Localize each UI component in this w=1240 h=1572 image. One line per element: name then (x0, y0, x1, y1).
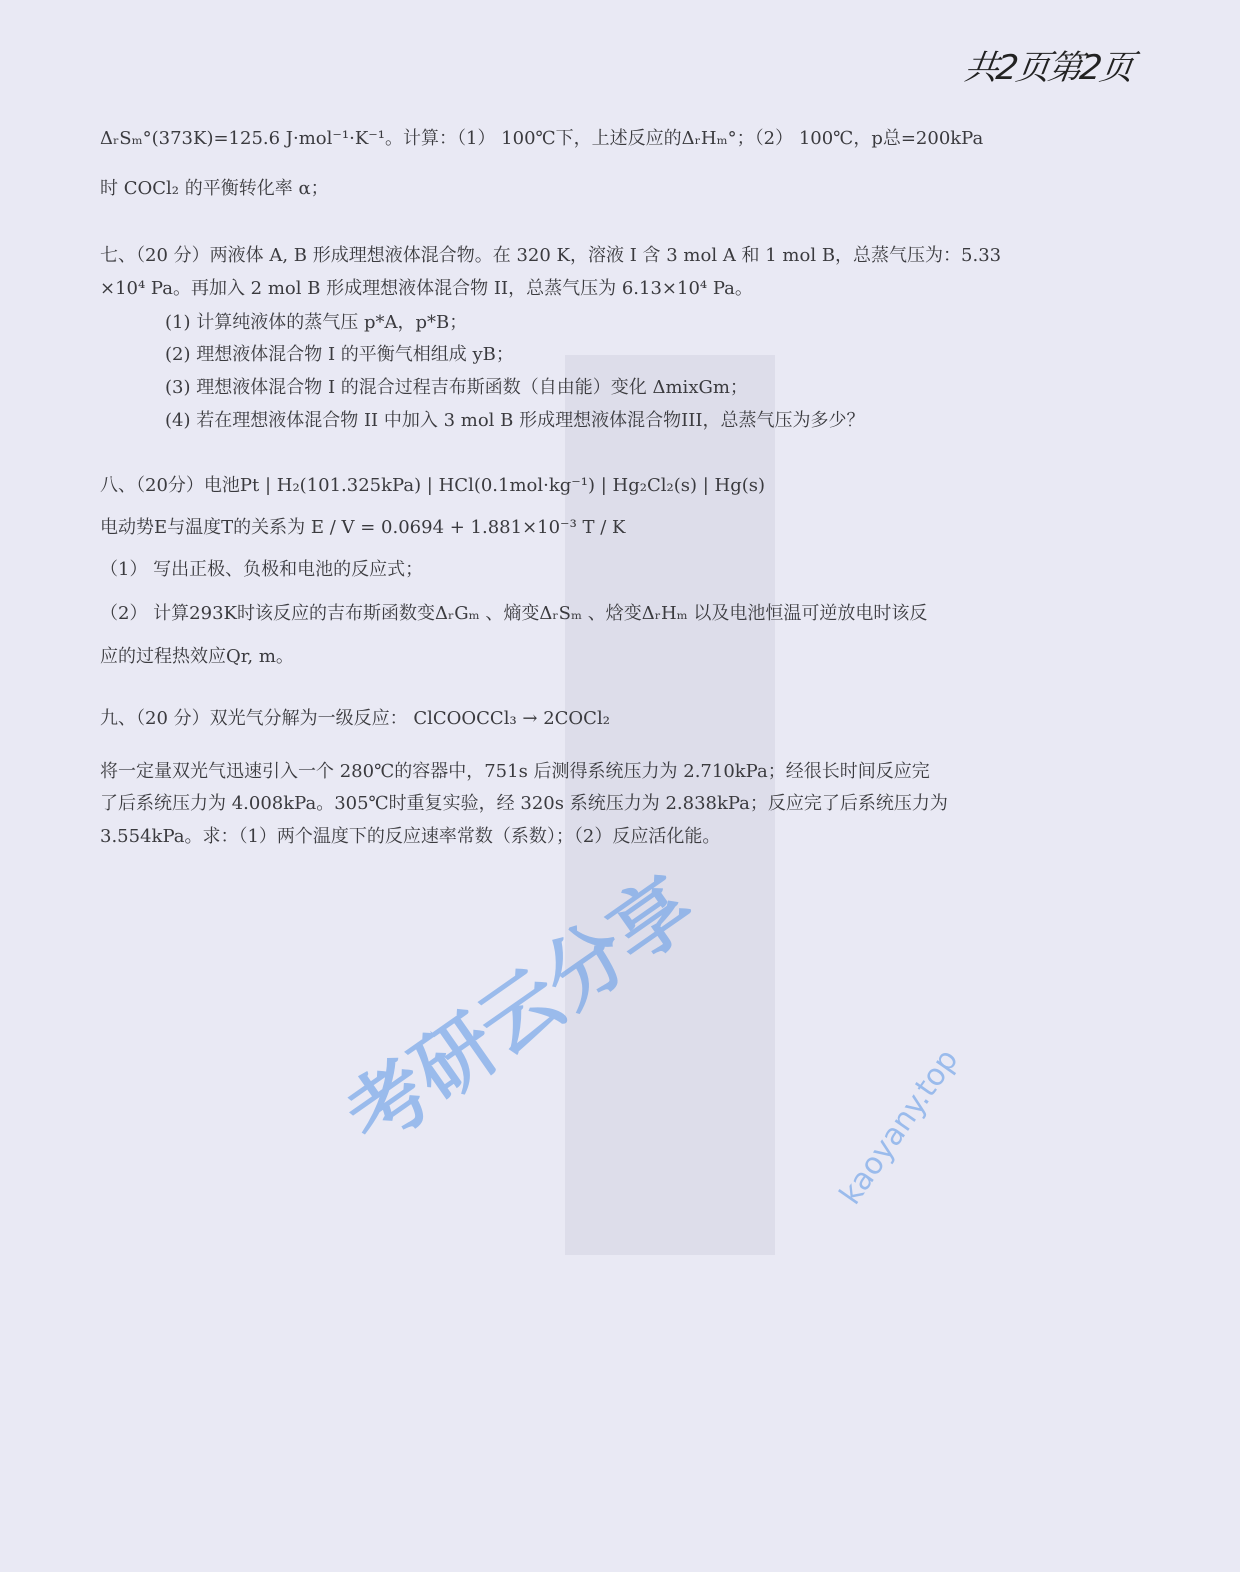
watermark-text: 考研云分享 (330, 859, 712, 1165)
text-line: ΔᵣSₘ°(373K)=125.6 J·mol⁻¹·K⁻¹。计算：（1） 100℃下，上述反应的ΔᵣHₘ°；（2） 100℃，p总=200kPa (100, 128, 984, 149)
question-8-part-1: （1） 写出正极、负极和电池的反应式； (100, 559, 424, 580)
text-line: 将一定量双光气迅速引入一个 280℃的容器中，751s 后测得系统压力为 2.710kPa；经很长时间反应完 (100, 761, 930, 782)
question-8-part-2: （2） 计算293K时该反应的吉布斯函数变ΔᵣGₘ 、熵变ΔᵣSₘ 、焓变ΔᵣHₘ 以及电池恒温可逆放电时该反 (100, 603, 928, 624)
text-line: 3.554kPa。求：（1）两个温度下的反应速率常数（系数）；（2）反应活化能。 (100, 826, 721, 847)
watermark-url: kaoyany.top (832, 1042, 966, 1212)
question-7-part-2: (2) 理想液体混合物 I 的平衡气相组成 yB； (165, 344, 514, 365)
question-7-part-1: (1) 计算纯液体的蒸气压 p*A，p*B； (165, 312, 468, 333)
question-7-part-3: (3) 理想液体混合物 I 的混合过程吉布斯函数（自由能）变化 ΔmixGm； (165, 377, 748, 398)
question-9-heading: 九、（20 分）双光气分解为一级反应： ClCOOCCl₃ → 2COCl₂ (100, 708, 610, 729)
question-7-part-4: (4) 若在理想液体混合物 II 中加入 3 mol B 形成理想液体混合物III，总蒸气压为多少？ (165, 410, 865, 431)
text-line: ×10⁴ Pa。再加入 2 mol B 形成理想液体混合物 II，总蒸气压为 6.13×10⁴ Pa。 (100, 278, 753, 299)
text-line: 应的过程热效应Qr, m。 (100, 646, 294, 667)
text-line: 电动势E与温度T的关系为 E / V = 0.0694 + 1.881×10⁻³ T / K (100, 517, 626, 538)
question-8-heading: 八、（20分）电池Pt | H₂(101.325kPa) | HCl(0.1mol·kg⁻¹) | Hg₂Cl₂(s) | Hg(s) (100, 475, 766, 496)
handwritten-page-note: 共2页第2页 (961, 48, 1135, 88)
question-7-heading: 七、（20 分）两液体 A, B 形成理想液体混合物。在 320 K，溶液 I 含 3 mol A 和 1 mol B，总蒸气压为：5.33 (100, 245, 1002, 266)
text-line: 了后系统压力为 4.008kPa。305℃时重复实验，经 320s 系统压力为 2.838kPa；反应完了后系统压力为 (100, 793, 948, 814)
text-line: 时 COCl₂ 的平衡转化率 α； (100, 178, 329, 199)
